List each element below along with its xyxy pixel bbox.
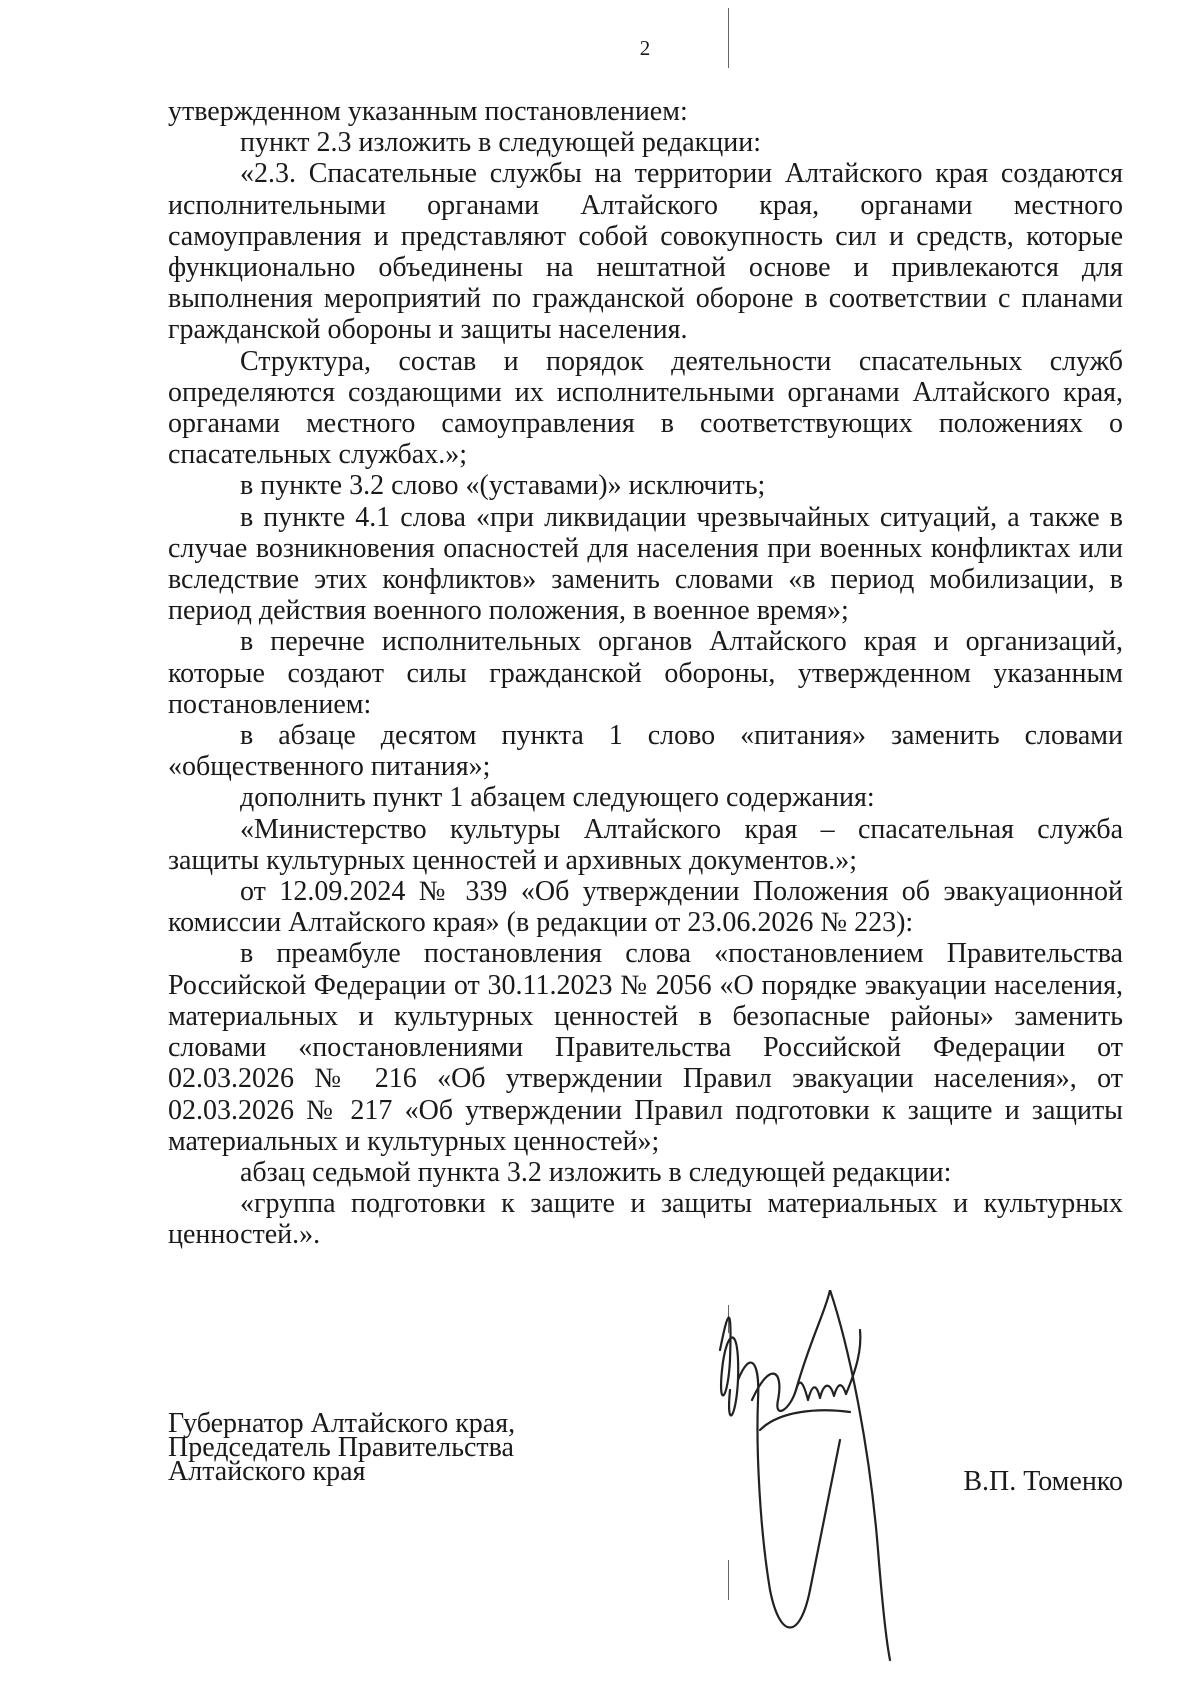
- paragraph: в преамбуле постановления слова «постановлением Правительства Российской Федерации от 30.11.2023 № 2056 «О порядке эвакуации населения, материальных и культурных ценностей в безопасные районы» заменить словами «постановлениями Правительства Российской Федерации от 02.03.2026 № 216 «Об утверждении Правил эвакуации населения», от 02.03.2026 № 217 «Об утверждении Правил подготовки к защите и защиты материальных и культурных ценностей»;: [168, 938, 1123, 1157]
- paragraph: в пункте 3.2 слово «(уставами)» исключить;: [240, 470, 766, 502]
- signature-block: [168, 1408, 1123, 1497]
- position-line: Губернатор Алтайского края,: [168, 1408, 516, 1439]
- paragraph: утвержденном указанным постановлением:: [168, 96, 688, 127]
- document-body: [168, 96, 1123, 1251]
- position-line: Алтайского края: [168, 1456, 366, 1487]
- paragraph: абзац седьмой пункта 3.2 изложить в следующей редакции:: [240, 1156, 952, 1188]
- page-number: 2: [639, 36, 651, 60]
- paragraph: в абзаце десятом пункта 1 слово «питания» заменить словами «общественного питания»;: [168, 720, 1123, 783]
- paragraph: от 12.09.2024 № 339 «Об утверждении Положения об эвакуационной комиссии Алтайского края» (в редакции от 23.06.2026 № 223):: [168, 876, 1123, 939]
- paragraph: в пункте 4.1 слова «при ликвидации чрезвычайных ситуаций, а также в случае возникновения опасностей для населения при военных конфликтах или вследствие этих конфликтов» заменить словами «в период мобилизации, в период действия военного положения, в военное время»;: [168, 501, 1123, 627]
- position-line: Председатель Правительства: [168, 1432, 514, 1463]
- paragraph: пункт 2.3 изложить в следующей редакции:: [240, 127, 761, 159]
- paragraph: в перечне исполнительных органов Алтайского края и организаций, которые создают силы гражданской обороны, утвержденном указанным постановлением:: [168, 626, 1123, 720]
- paragraph: дополнить пункт 1 абзацем следующего содержания:: [240, 782, 875, 814]
- paragraph: «2.3. Спасательные службы на территории Алтайского края создаются исполнительными органами Алтайского края, органами местного самоуправления и представляют собой совокупность сил и средств, которые функционально объединены на нештатной основе и привлекаются для выполнения мероприятий по гражданской обороне в соответствии с планами гражданской обороны и защиты населения.: [168, 158, 1123, 346]
- fold-mark: [728, 8, 729, 68]
- signatory-name: В.П. Томенко: [963, 1466, 1123, 1497]
- paragraph: Структура, состав и порядок деятельности спасательных служб определяются создающими их исполнительными органами Алтайского края, органами местного самоуправления в соответствующих положениях о спасательных службах.»;: [168, 345, 1123, 471]
- paragraph: «группа подготовки к защите и защиты материальных и культурных ценностей.».: [168, 1188, 1123, 1251]
- paragraph: «Министерство культуры Алтайского края – спасательная служба защиты культурных ценностей и архивных документов.»;: [168, 813, 1123, 876]
